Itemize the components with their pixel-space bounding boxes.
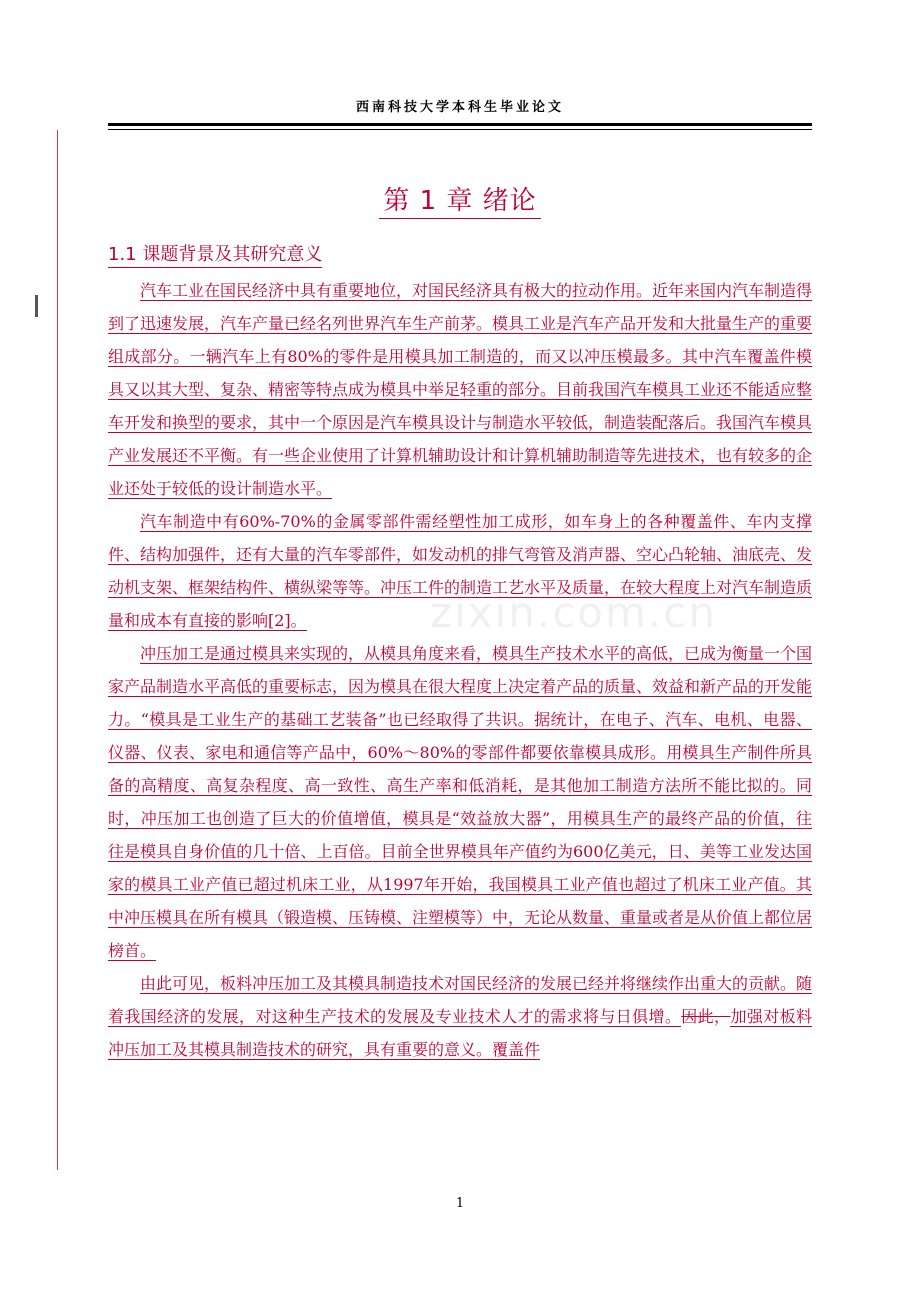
paragraph-text: 汽车工业在国民经济中具有重要地位，对国民经济具有极大的拉动作用。近年来国内汽车制造得到了迅速发展，汽车产量已经名列世界汽车生产前茅。模具工业是汽车产品开发和大批量生产的重要组成部分。一辆汽车上有80%的零件是用模具加工制造的，而又以冲压模最多。其中汽车覆盖件模具又以其大型、复杂、精密等特点成为模具中举足轻重的部分。目前我国汽车模具工业还不能适应整车开发和换型的要求，其中一个原因是汽车模具设计与制造水平较低，制造装配落后。我国汽车模具产业发展还不平衡。有一些企业使用了计算机辅助设计和计算机辅助制造等先进技术，也有较多的企业还处于较低的设计制造水平。 [108, 281, 813, 498]
paragraph-text: 汽车制造中有60%-70%的金属零部件需经塑性加工成形，如车身上的各种覆盖件、车内支撑件、结构加强件，还有大量的汽车零部件，如发动机的排气弯管及消声器、空心凸轮轴、油底壳、发动机支架、框架结构件、横纵梁等等。冲压工件的制造工艺水平及质量，在较大程度上对汽车制造质量和成本有直接的影响[2]。 [108, 512, 813, 630]
paragraph [108, 967, 812, 1066]
paragraph [108, 637, 812, 967]
page-header: 西南科技大学本科生毕业论文 [355, 100, 564, 115]
page-number: 1 [455, 1196, 465, 1211]
body-text [108, 274, 812, 1066]
chapter-title-text: 第 1 章 绪论 [379, 186, 540, 219]
paragraph-text: 加强对板料冲压加工及其模具制造技术的研究，具有重要的意义。覆盖件 [108, 1007, 812, 1059]
revision-bar-mark [35, 295, 38, 317]
header-rule-thin [108, 129, 812, 130]
watermark: zixin.com.cn [430, 588, 717, 637]
chapter-title [0, 180, 920, 217]
revision-margin-line [57, 130, 58, 1170]
paragraph [108, 505, 812, 637]
paragraph-text: 冲压加工是通过模具来实现的，从模具角度来看，模具生产技术水平的高低，已成为衡量一个国家产品制造水平高低的重要标志，因为模具在很大程度上决定着产品的质量、效益和新产品的开发能力。“模具是工业生产的基础工艺装备”也已经取得了共识。据统计，在电子、汽车、电机、电器、仪器、仪表、家电和通信等产品中，60%～80%的零部件都要依靠模具成形。用模具生产制件所具备的高精度、高复杂程度、高一致性、高生产率和低消耗，是其他加工制造方法所不能比拟的。同时，冲压加工也创造了巨大的价值增值，模具是“效益放大器”，用模具生产的最终产品的价值，往往是模具自身价值的几十倍、上百倍。目前全世界模具年产值约为600亿美元，日、美等工业发达国家的模具工业产值已超过机床工业，从1997年开始，我国模具工业产值也超过了机床工业产值。其中冲压模具在所有模具（锻造模、压铸模、注塑模等）中，无论从数量、重量或者是从价值上都位居榜首。 [108, 644, 813, 960]
section-title: 1.1 课题背景及其研究意义 [108, 240, 322, 268]
paragraph-text: 由此可见，板料冲压加工及其模具制造技术对国民经济的发展已经并将继续作出重大的贡献。随着我国经济的发展，对这种生产技术的发展及专业技术人才的需求将与日俱增。 [108, 974, 813, 1026]
paragraph [108, 274, 812, 505]
header-rule-thick [108, 123, 812, 126]
deleted-text: 因此， [681, 1007, 731, 1026]
